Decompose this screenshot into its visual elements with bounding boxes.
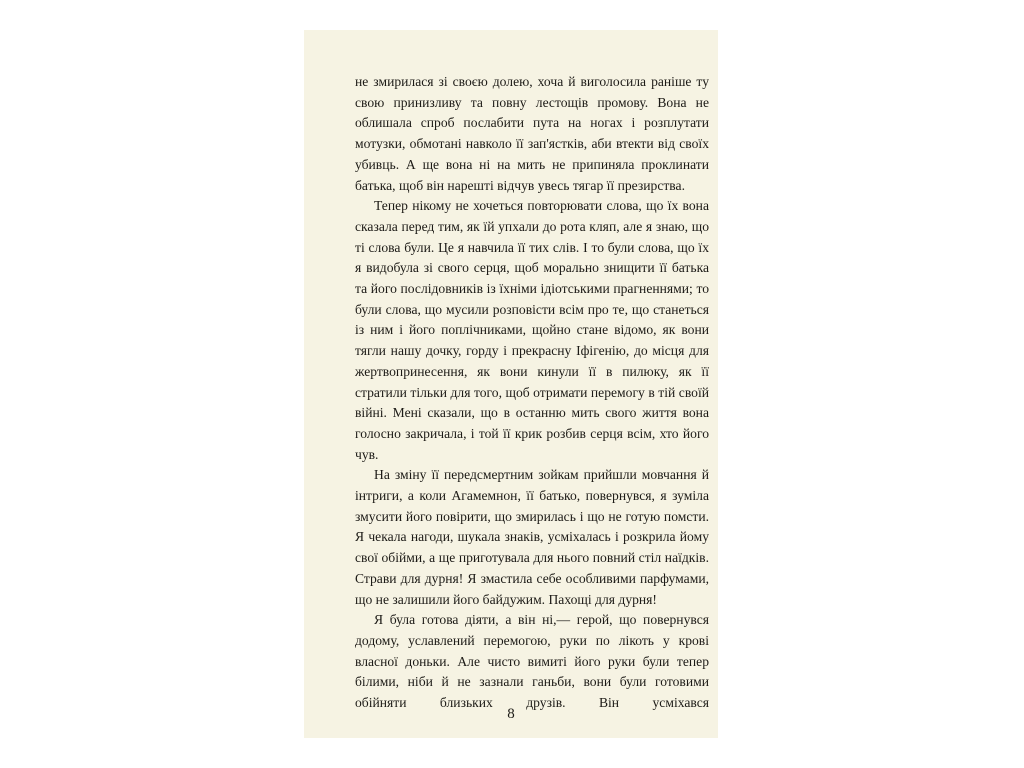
book-page bbox=[304, 30, 718, 738]
paragraph-3: На зміну її передсмертним зойкам прийшли мовчання й інтриги, а коли Агамемнон, її батько, повернувся, я зуміла змусити його повірити, що змирилась і що не готую помсти. Я чекала нагоди, шукала знаків, усміхалась і розкрила йому свої обійми, а ще приготувала для нього повний стіл наїдків. Страви для дурня! Я змастила себе особливими парфумами, що не залишили його байдужим. Пахощі для дурня! bbox=[355, 467, 709, 607]
page-number: 8 bbox=[507, 706, 515, 722]
body-text bbox=[355, 72, 709, 714]
paragraph-4: Я була готова діяти, а він ні,— герой, що повернувся додому, уславлений перемогою, руки по лікоть у крові власної доньки. Але чисто вимиті його руки були тепер білими, ніби й не зазнали ганьби, вони були готовими обійняти близьких друзів. Він усміхався bbox=[355, 612, 709, 711]
paragraph-2: Тепер нікому не хочеться повторювати слова, що їх вона сказала перед тим, як їй упхали до рота кляп, але я знаю, що ті слова були. Це я навчила її тих слів. І то були слова, що їх я видобула зі свого серця, щоб морально знищити її батька та його послідовників із їхніми ідіотськими прагненнями; то були слова, що мусили розповісти всім про те, що станеться із ним і його поплічниками, щойно стане відомо, як вони тягли нашу дочку, горду і прекрасну Іфігенію, до місця для жертвопринесення, як вони кинули її в пилюку, як її стратили тільки для того, щоб отримати перемогу в тій своїй війні. Мені сказали, що в останню мить свого життя вона голосно закричала, і той її крик розбив серця всім, хто його чув. bbox=[355, 198, 709, 462]
paragraph-1: не змирилася зі своєю долею, хоча й виголосила раніше ту свою принизливу та повну лестощів промову. Вона не облишала спроб послабити пута на ногах і розплутати мотузки, обмотані навколо її зап'ястків, аби втекти від своїх убивць. А ще вона ні на мить не припиняла проклинати батька, щоб він нарешті відчув увесь тягар її презирства. bbox=[355, 74, 709, 193]
